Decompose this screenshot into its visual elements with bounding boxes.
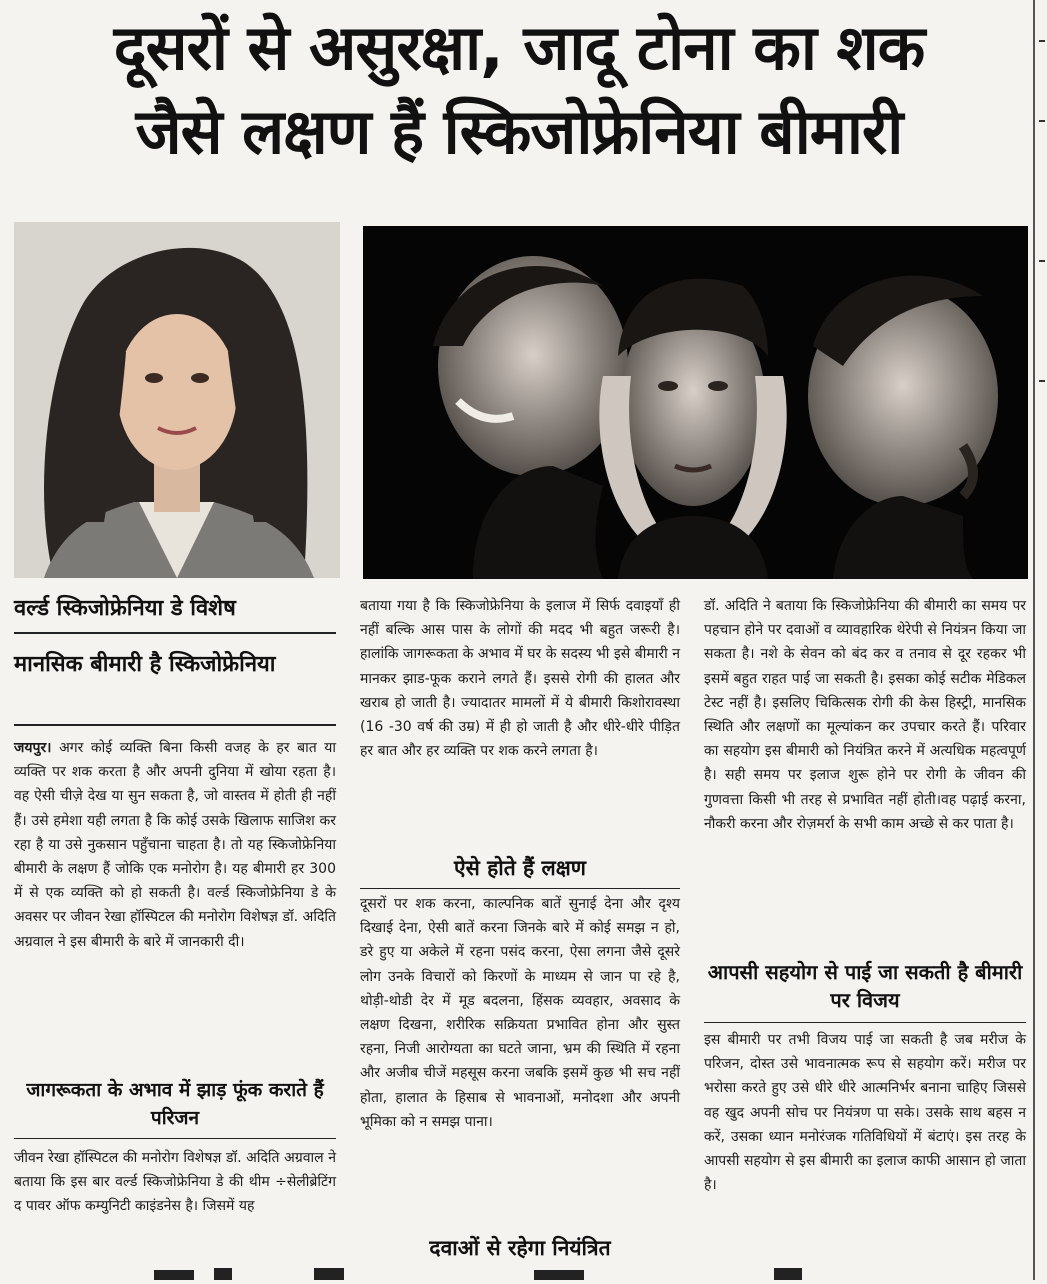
- col2-paragraph-2: दूसरों पर शक करना, काल्पनिक बातें सुनाई देना और दृश्य दिखाई देना, ऐसी बातें करना जिनके बारे में कोई समझ न हो, डरे हुए या अकेले में रहना पसंद करना, ऐसा लगना जैसे दूसरे लोग उनके विचारों को किरणों के माध्यम से जान पा रहे है, थोड़ी-थोडी देर में मूड बदलना, हिंसक व्यवहार, अवसाद के लक्षण दिखना, शरीरिक सक्रियता प्रभावित होना और सुस्त रहना, निजी आरोग्यता का घटते जाना, भ्रम की स्थिति में रहना और अजीब चीजें महसूस करना जबकि इसमें कुछ भी सच नहीं होता, हालात के हिसाब से भावनाओं, मनोदशा और अपनी भूमिका को न समझ पाना।: [360, 896, 680, 1130]
- three-faces-photo: [363, 226, 1028, 579]
- headline-line-1: दूसरों से असुरक्षा, जादू टोना का शक: [113, 11, 925, 84]
- cropped-text-fragments-icon: [14, 1264, 1024, 1280]
- section-label: वर्ल्ड स्किजोफ्रेनिया डे विशेष: [14, 596, 236, 621]
- portrait-icon: [14, 222, 340, 578]
- col2-subhead-2: दवाओं से रहेगा नियंत्रित: [429, 1236, 611, 1260]
- headline-line-2: जैसे लक्षण हैं स्किजोफ्रेनिया बीमारी: [135, 95, 903, 168]
- cropped-next-headline: [14, 1264, 1024, 1280]
- col1-paragraph-2: जीवन रेखा हॉस्पिटल की मनोरोग विशेषज्ञ डॉ. अदिति अग्रवाल ने बताया कि इस बार वर्ल्ड स्किजोफ्रेनिया डे की थीम ÷सेलीब्रेटिंग द पावर ऑफ कम्युनिटी काइंडनेस है। जिसमें यह: [14, 1150, 336, 1215]
- divider: [14, 724, 336, 726]
- story-subtitle: मानसिक बीमारी है स्किजोफ्रेनिया: [14, 652, 276, 677]
- divider: [360, 888, 680, 889]
- col3-paragraph-2: इस बीमारी पर तभी विजय पाई जा सकती है जब मरीज के परिजन, दोस्त उसे भावनात्मक रूप से सहयोग करें। मरीज पर भरोसा करते हुए उसे धीरे धीरे आत्मनिर्भर बनाना चाहिए जिससे वह खुद अपनी सोच पर नियंत्रण पा सके। उसके साथ बहस न करें, उसका ध्यान मनोरंजक गतिविधियों में बंटाएं। इस तरह के आपसी सहयोग से इस बीमारी का इलाज काफी आसान हो जाता है।: [704, 1032, 1026, 1194]
- dateline: जयपुर।: [14, 740, 52, 756]
- col2-paragraph-1: बताया गया है कि स्किजोफ्रेनिया के इलाज में सिर्फ दवाइयाँ ही नहीं बल्कि आस पास के लोगों की मदद भी बहुत जरूरी है। हालांकि जागरूकता के अभाव में घर के सदस्य भी इसे बीमारी न मानकर झाड-फूक कराने लगते हैं। इससे रोगी की हालत और खराब हो जाती है। ज्यादातर मामलों में ये बीमारी किशोरावस्था (16 -30 वर्ष की उम्र) में ही हो जाती है और धीरे-धीरे पीड़ित हर बात और हर व्यक्ति पर शक करने लगता है।: [360, 598, 680, 760]
- three-faces-icon: [363, 226, 1028, 579]
- col1-paragraph-1-text: अगर कोई व्यक्ति बिना किसी वजह के हर बात या व्यक्ति पर शक करता है और अपनी दुनिया में खोया रहता है। वह ऐसी चीजे़ देख या सुन सकता है, जो वास्तव में होती ही नहीं हैं। उसे हमेशा यही लगता है कि कोई उसके खिलाफ साजिश कर रहा है या उसे नुकसान पहुँचाना चाहता है। तो यह स्किजोफ्रेनिया बीमारी के लक्षण हैं जोकि एक मनोरोग है। यह बीमारी हर 300 में से एक व्यक्ति को हो सकती है। वर्ल्ड स्किजोफ्रेनिया डे के अवसर पर जीवन रेखा हॉस्पिटल की मनोरोग विशेषज्ञ डॉ. अदिति अग्रवाल ने इस बीमारी के बारे में जानकारी दी।: [14, 740, 336, 950]
- page-edge-marks-icon: [1033, 0, 1047, 1280]
- col1-paragraph-1: [14, 736, 336, 954]
- col1-subhead: जागरूकता के अभाव में झाड़ फूंक कराते हैं परिजन: [26, 1079, 324, 1129]
- portrait-photo: [14, 222, 340, 578]
- page-edge: [1033, 0, 1047, 1280]
- col3-subhead: आपसी सहयोग से पाई जा सकती है बीमारी पर विजय: [707, 960, 1023, 1012]
- col2-subhead: ऐसे होते हैं लक्षण: [454, 856, 586, 880]
- col3-paragraph-1: डॉ. अदिति ने बताया कि स्किजोफ्रेनिया की बीमारी का समय पर पहचान होने पर दवाओं व व्यावहारिक थेरेपी से नियंत्रन किया जा सकता है। नशे के सेवन को बंद कर व तनाव से दूर रहकर भी इसमें बहुत राहत पाई जा सकती है। इसका कोई सटीक मेडिकल टेस्ट नहीं है। इसलिए चिकित्सक रोगी की केस हिस्ट्री, मानसिक स्थिति और लक्षणों का मूल्यांकन कर उपचार करते हैं। परिवार का सहयोग इस बीमारी को नियंत्रित करने में अत्यधिक महत्वपूर्ण है। सही समय पर इलाज शुरू होने पर रोगी के जीवन की गुणवत्ता किसी भी तरह से प्रभावित नहीं होती।वह पढ़ाई करना, नौकरी करना और रोज़मर्रा के सभी काम अच्छे से कर पाता है।: [704, 598, 1026, 832]
- divider: [14, 1138, 336, 1139]
- divider: [14, 632, 336, 634]
- divider: [704, 1022, 1026, 1023]
- headline: [14, 6, 1024, 174]
